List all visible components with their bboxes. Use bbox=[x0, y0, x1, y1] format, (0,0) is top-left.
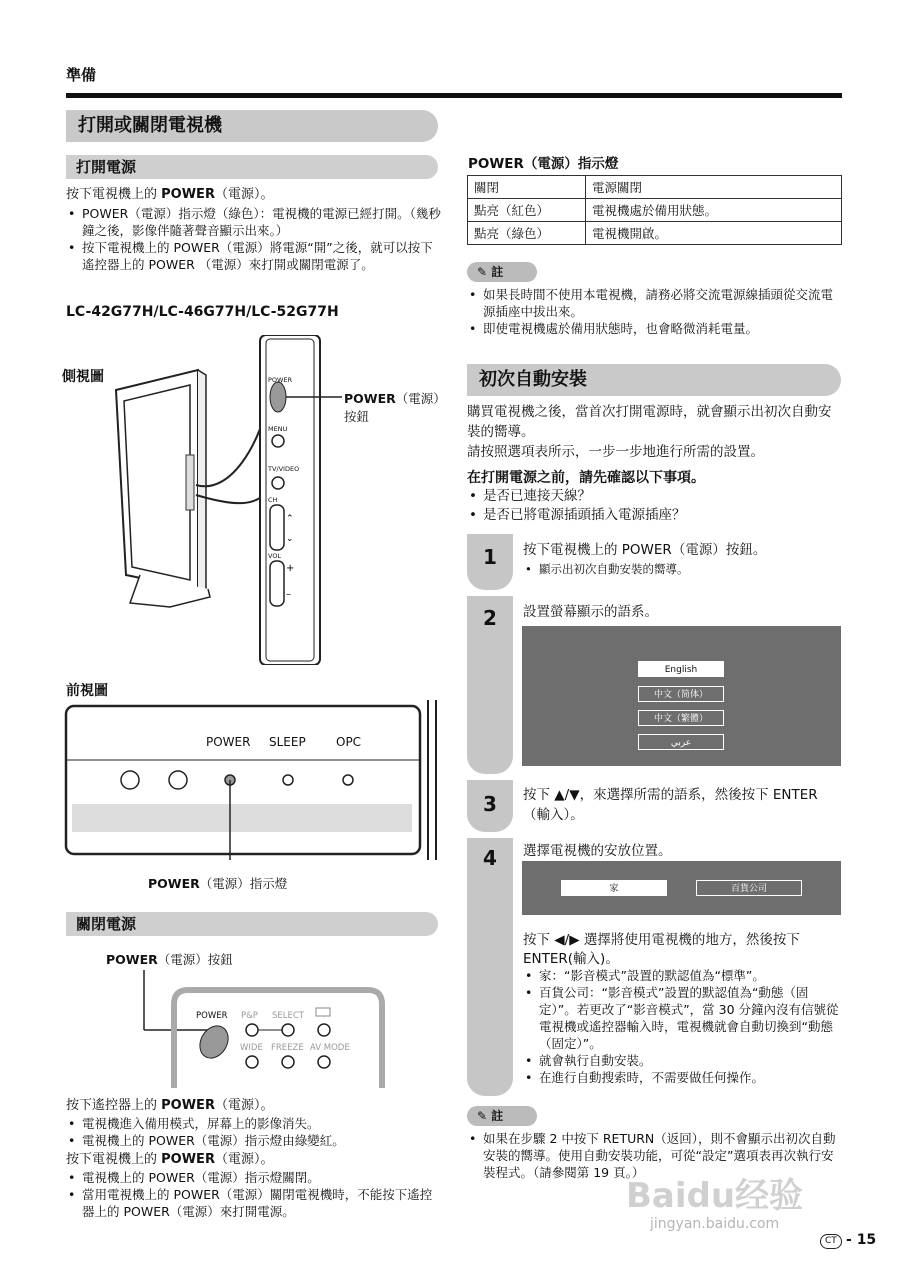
note-tag: ✎ 註 bbox=[467, 262, 537, 282]
step-4-bar bbox=[467, 838, 513, 1096]
svg-text:+: + bbox=[286, 563, 295, 574]
list-item: • 當用電視機上的 POWER（電源）關閉電視機時，不能按下遙控器上的 POWER（電源）來打開電源。 bbox=[66, 1186, 442, 1220]
list-item: • 即使電視機處於備用狀態時，也會略微消耗電量。 bbox=[467, 320, 845, 337]
language-option-english[interactable]: English bbox=[638, 661, 724, 677]
power-on-bullets bbox=[66, 205, 442, 273]
svg-text:–: – bbox=[286, 589, 291, 600]
language-option-simplified[interactable]: 中文（简体） bbox=[638, 686, 724, 702]
list-item: • 如果在步驟 2 中按下 RETURN（返回），則不會顯示出初次自動安裝的嚮導。使用自動安裝功能，可從“設定”選項表再次執行安裝程式。（請參閱第 19 頁。） bbox=[467, 1130, 845, 1181]
step-2-text: 設置螢幕顯示的語系。 bbox=[523, 604, 658, 620]
watermark-url: jingyan.baidu.com bbox=[650, 1216, 780, 1232]
remote-label-select: SELECT bbox=[272, 1011, 304, 1021]
location-option-store[interactable]: 百貨公司 bbox=[696, 880, 802, 896]
indicator-table bbox=[467, 175, 842, 245]
step-1-number: 1 bbox=[483, 545, 497, 569]
power-off-remote-line: 按下遙控器上的 POWER（電源）。 bbox=[66, 1098, 274, 1113]
section-title: 準備 bbox=[66, 66, 97, 84]
step-1-sub bbox=[523, 561, 841, 578]
remote-illustration bbox=[138, 968, 438, 1088]
main-heading: 打開或關閉電視機 bbox=[66, 110, 438, 142]
power-off-remote-bullets bbox=[66, 1115, 442, 1149]
step-4-text: 選擇電視機的安放位置。 bbox=[523, 843, 672, 859]
list-item: • 就會執行自動安裝。 bbox=[523, 1052, 843, 1069]
note-tag-2: ✎ 註 bbox=[467, 1106, 537, 1126]
side-label-menu: MENU bbox=[268, 425, 288, 433]
side-view-label: 側視圖 bbox=[62, 369, 104, 385]
table-row: 點亮（綠色） 電視機開啟。 bbox=[468, 222, 842, 245]
side-label-ch: CH bbox=[268, 496, 278, 504]
step-4-instruction: 按下 ◀/▶ 選擇將使用電視機的地方，然後按下ENTER(輸入)。 bbox=[523, 932, 800, 967]
step-4-number: 4 bbox=[483, 846, 497, 870]
check-heading: 在打開電源之前，請先確認以下事項。 bbox=[467, 470, 705, 486]
check-bullets bbox=[467, 487, 842, 525]
remote-label-wide: WIDE bbox=[240, 1043, 263, 1053]
list-item: • 百貨公司：“影音模式”設置的默認值為“動態（固定）”。若更改了“影音模式”，當 30 分鐘內沒有信號從電視機或遙控器輸入時，電視機就會自動切換到“動態（固定）”。 bbox=[523, 984, 843, 1052]
front-view-label: 前視圖 bbox=[66, 683, 108, 699]
step-2-number: 2 bbox=[483, 606, 497, 630]
table-row: 點亮（紅色） 電視機處於備用狀態。 bbox=[468, 199, 842, 222]
side-label-tvvideo: TV/VIDEO bbox=[268, 465, 300, 473]
remote-callout: POWER（電源）按鈕 bbox=[106, 952, 233, 967]
list-item: • 電視機上的 POWER（電源）指示燈關閉。 bbox=[66, 1169, 442, 1186]
note-icon: ✎ bbox=[477, 1109, 492, 1123]
auto-intro: 購買電視機之後，當首次打開電源時，就會顯示出初次自動安裝的嚮導。 請按照選項表所示，一步一步地進行所需的設置。 bbox=[467, 404, 832, 460]
svg-text:⌃: ⌃ bbox=[286, 514, 294, 524]
note-icon: ✎ bbox=[477, 265, 492, 279]
list-item: • 在進行自動搜索時，不需要做任何操作。 bbox=[523, 1069, 843, 1086]
power-off-tv-line: 按下電視機上的 POWER（電源）。 bbox=[66, 1152, 274, 1167]
list-item: • POWER（電源）指示燈（綠色）：電視機的電源已經打開。（幾秒鐘之後，影像伴隨著聲音顯示出來。） bbox=[66, 205, 442, 239]
step-3-text: 按下 ▲/▼，來選擇所需的語系，然後按下 ENTER（輸入）。 bbox=[523, 787, 818, 823]
language-option-arabic[interactable]: عربي bbox=[638, 734, 724, 750]
power-off-heading: 關閉電源 bbox=[66, 912, 438, 936]
front-label-opc: OPC bbox=[336, 735, 362, 749]
language-option-traditional[interactable]: 中文（繁體） bbox=[638, 710, 724, 726]
model-list: LC-42G77H/LC-46G77H/LC-52G77H bbox=[66, 304, 339, 320]
remote-label-freeze: FREEZE bbox=[271, 1043, 304, 1053]
table-row: 關閉 電源關閉 bbox=[468, 176, 842, 199]
power-on-heading: 打開電源 bbox=[66, 155, 438, 179]
list-item: • 如果長時間不使用本電視機，請務必將交流電源線插頭從交流電源插座中拔出來。 bbox=[467, 286, 845, 320]
auto-install-heading: 初次自動安裝 bbox=[467, 364, 841, 396]
indicator-callout: POWER（電源）指示燈 bbox=[148, 876, 288, 891]
list-item: • 電視機進入備用模式，屏幕上的影像消失。 bbox=[66, 1115, 442, 1132]
header-rule bbox=[66, 93, 842, 98]
note1-bullets bbox=[467, 286, 845, 337]
watermark-logo: Baidu经验 bbox=[626, 1176, 804, 1216]
list-item: • 家：“影音模式”設置的默認值為“標準”。 bbox=[523, 967, 843, 984]
side-label-vol: VOL bbox=[268, 552, 282, 560]
language-mark: CT bbox=[820, 1234, 842, 1249]
remote-label-avmode: AV MODE bbox=[310, 1043, 350, 1053]
remote-label-power: POWER bbox=[196, 1011, 228, 1021]
front-label-power: POWER bbox=[206, 735, 251, 749]
step-3-number: 3 bbox=[483, 792, 497, 816]
page-number: - 15 bbox=[846, 1232, 877, 1248]
list-item: • 是否已將電源插頭插入電源插座？ bbox=[467, 506, 842, 525]
list-item: • 按下電視機上的 POWER（電源）將電源“開”之後，就可以按下遙控器上的 POWER （電源）來打開或關閉電源了。 bbox=[66, 239, 442, 273]
svg-text:⌄: ⌄ bbox=[286, 534, 294, 544]
power-button-callout: POWER（電源） 按鈕 bbox=[344, 391, 446, 424]
step-4-bullets bbox=[523, 967, 843, 1086]
list-item: • 是否已連接天線？ bbox=[467, 487, 842, 506]
location-option-home[interactable]: 家 bbox=[561, 880, 667, 896]
step-1-text: 按下電視機上的 POWER（電源）按鈕。 bbox=[523, 542, 767, 558]
list-item: • 電視機上的 POWER（電源）指示燈由綠變紅。 bbox=[66, 1132, 442, 1149]
remote-label-pp: P&P bbox=[241, 1011, 258, 1021]
side-label-power: POWER bbox=[268, 376, 293, 384]
front-view-illustration bbox=[60, 700, 444, 860]
power-on-intro: 按下電視機上的 POWER（電源）。 bbox=[66, 187, 274, 202]
indicator-table-title: POWER（電源）指示燈 bbox=[468, 156, 619, 172]
power-off-tv-bullets bbox=[66, 1169, 442, 1220]
list-item: • 顯示出初次自動安裝的嚮導。 bbox=[523, 561, 841, 578]
front-label-sleep: SLEEP bbox=[269, 735, 306, 749]
